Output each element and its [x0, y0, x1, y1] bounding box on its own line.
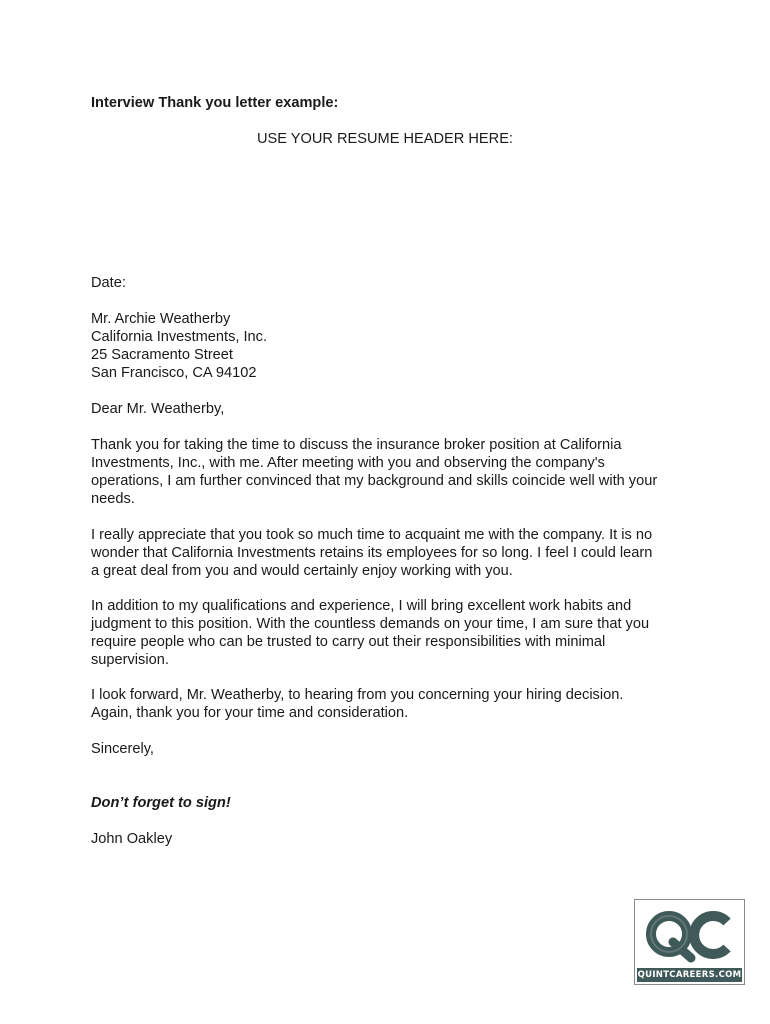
paragraph-line: require people who can be trusted to carry out their responsibilities with minimal	[91, 634, 606, 650]
sign-reminder: Don’t forget to sign!	[91, 795, 231, 811]
body-paragraph	[91, 436, 657, 508]
body-paragraph	[91, 526, 652, 580]
recipient-street: 25 Sacramento Street	[91, 347, 233, 363]
body-paragraph	[91, 686, 623, 722]
body-paragraph	[91, 597, 649, 669]
recipient-city: San Francisco, CA 94102	[91, 365, 257, 381]
q-highlight	[651, 916, 687, 952]
paragraph-line: Thank you for taking the time to discuss the insurance broker position at California	[91, 437, 622, 453]
closing: Sincerely,	[91, 741, 154, 757]
recipient-address	[91, 310, 267, 382]
paragraph-line: Again, thank you for your time and consideration.	[91, 705, 409, 721]
paragraph-line: supervision.	[91, 652, 169, 668]
qc-logo-mark	[635, 900, 744, 970]
recipient-name: Mr. Archie Weatherby	[91, 311, 231, 327]
c-letter	[694, 916, 727, 954]
signer-name: John Oakley	[91, 831, 173, 847]
recipient-company: California Investments, Inc.	[91, 329, 268, 345]
logo-brand-text: QUINTCAREERS.COM	[637, 970, 742, 980]
date-label: Date:	[91, 275, 126, 291]
quintcareers-logo	[634, 899, 745, 985]
letter-title: Interview Thank you letter example:	[91, 95, 339, 111]
paragraph-line: I look forward, Mr. Weatherby, to hearing from you concerning your hiring decision.	[91, 687, 624, 703]
salutation: Dear Mr. Weatherby,	[91, 401, 225, 417]
paragraph-line: I really appreciate that you took so much time to acquaint me with the company. It is no	[91, 527, 653, 543]
paragraph-line: a great deal from you and would certainly enjoy working with you.	[91, 563, 513, 579]
paragraph-line: Investments, Inc., with me. After meeting with you and observing the company's	[91, 455, 605, 471]
resume-header-note: USE YOUR RESUME HEADER HERE:	[257, 131, 513, 147]
paragraph-line: operations, I am further convinced that my background and skills coincide well with your	[91, 473, 658, 489]
paragraph-line: In addition to my qualifications and experience, I will bring excellent work habits and	[91, 598, 632, 614]
paragraph-line: needs.	[91, 491, 135, 507]
paragraph-line: wonder that California Investments retains its employees for so long. I feel I could learn	[91, 545, 653, 561]
paragraph-line: judgment to this position. With the countless demands on your time, I am sure that you	[91, 616, 650, 632]
